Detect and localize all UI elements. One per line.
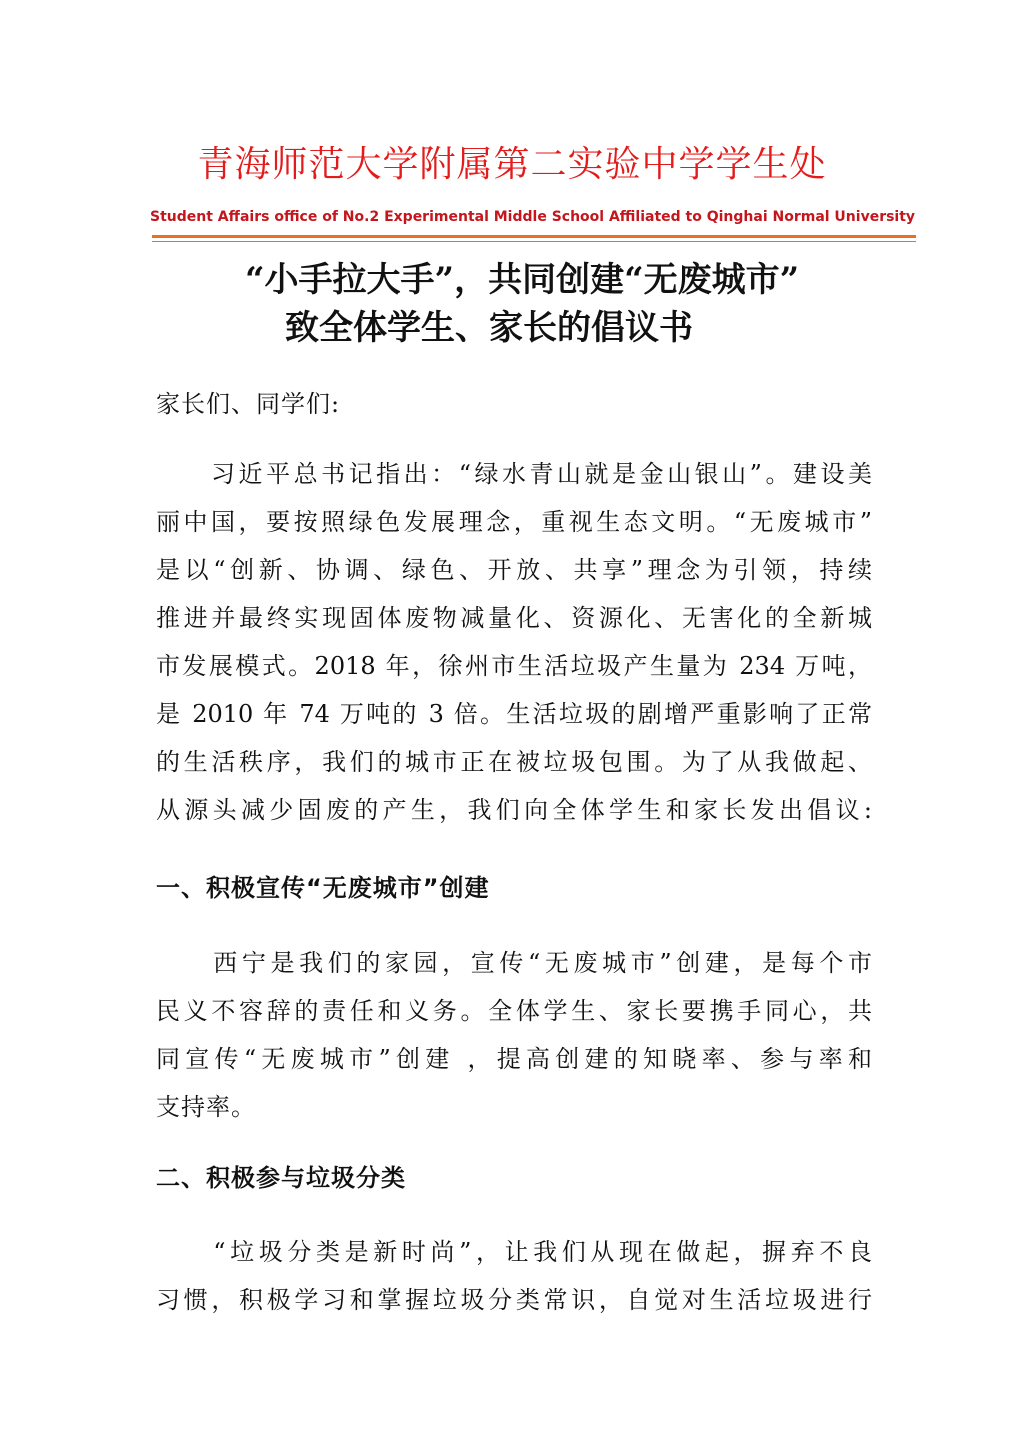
- section-heading-1: 一、积极宣传“无废城市”创建: [156, 874, 490, 902]
- paragraph-line: 同宣传“无废城市”创建 ，提高创建的知晓率、参与率和: [156, 1045, 872, 1073]
- paragraph-line: 习近平总书记指出：“绿水青山就是金山银山”。建设美: [156, 460, 872, 488]
- paragraph-line: “垃圾分类是新时尚”，让我们从现在做起，摒弃不良: [156, 1238, 872, 1266]
- paragraph-line: 习惯，积极学习和掌握垃圾分类常识，自觉对生活垃圾进行: [156, 1286, 872, 1314]
- paragraph-line: 的生活秩序，我们的城市正在被垃圾包围。为了从我做起、: [156, 748, 872, 776]
- section-1-paragraph: [156, 939, 872, 1131]
- salutation: 家长们、同学们:: [156, 390, 341, 418]
- letterhead-rule-thin: [152, 241, 916, 242]
- paragraph-line: 是 2010 年 74 万吨的 3 倍。生活垃圾的剧增严重影响了正常: [156, 700, 872, 728]
- section-2-paragraph: [156, 1228, 872, 1324]
- letterhead-org-name: 青海师范大学附属第二实验中学学生处: [197, 144, 827, 185]
- paragraph-line: 市发展模式。2018 年，徐州市生活垃圾产生量为 234 万吨，: [156, 652, 872, 680]
- document-title-line-2: 致全体学生、家长的倡议书: [285, 308, 693, 348]
- paragraph-line: 西宁是我们的家园，宣传“无废城市”创建，是每个市: [156, 949, 872, 977]
- paragraph-line: 从源头减少固废的产生，我们向全体学生和家长发出倡议:: [156, 796, 872, 824]
- letterhead-org-name-en: Student Affairs office of No.2 Experimental Middle School Affiliated to Qinghai Normal University: [150, 209, 916, 225]
- paragraph-line: 推进并最终实现固体废物减量化、资源化、无害化的全新城: [156, 604, 872, 632]
- document-title-line-1: “小手拉大手”，共同创建“无废城市”: [245, 260, 800, 300]
- paragraph-line: 民义不容辞的责任和义务。全体学生、家长要携手同心，共: [156, 997, 872, 1025]
- intro-paragraph: [156, 450, 872, 834]
- paragraph-line: 丽中国，要按照绿色发展理念，重视生态文明。“无废城市”: [156, 508, 872, 536]
- paragraph-line: 支持率。: [156, 1093, 256, 1121]
- section-heading-2: 二、积极参与垃圾分类: [156, 1164, 406, 1192]
- letterhead-rule-thick: [152, 235, 916, 238]
- paragraph-line: 是以“创新、协调、绿色、开放、共享”理念为引领，持续: [156, 556, 872, 584]
